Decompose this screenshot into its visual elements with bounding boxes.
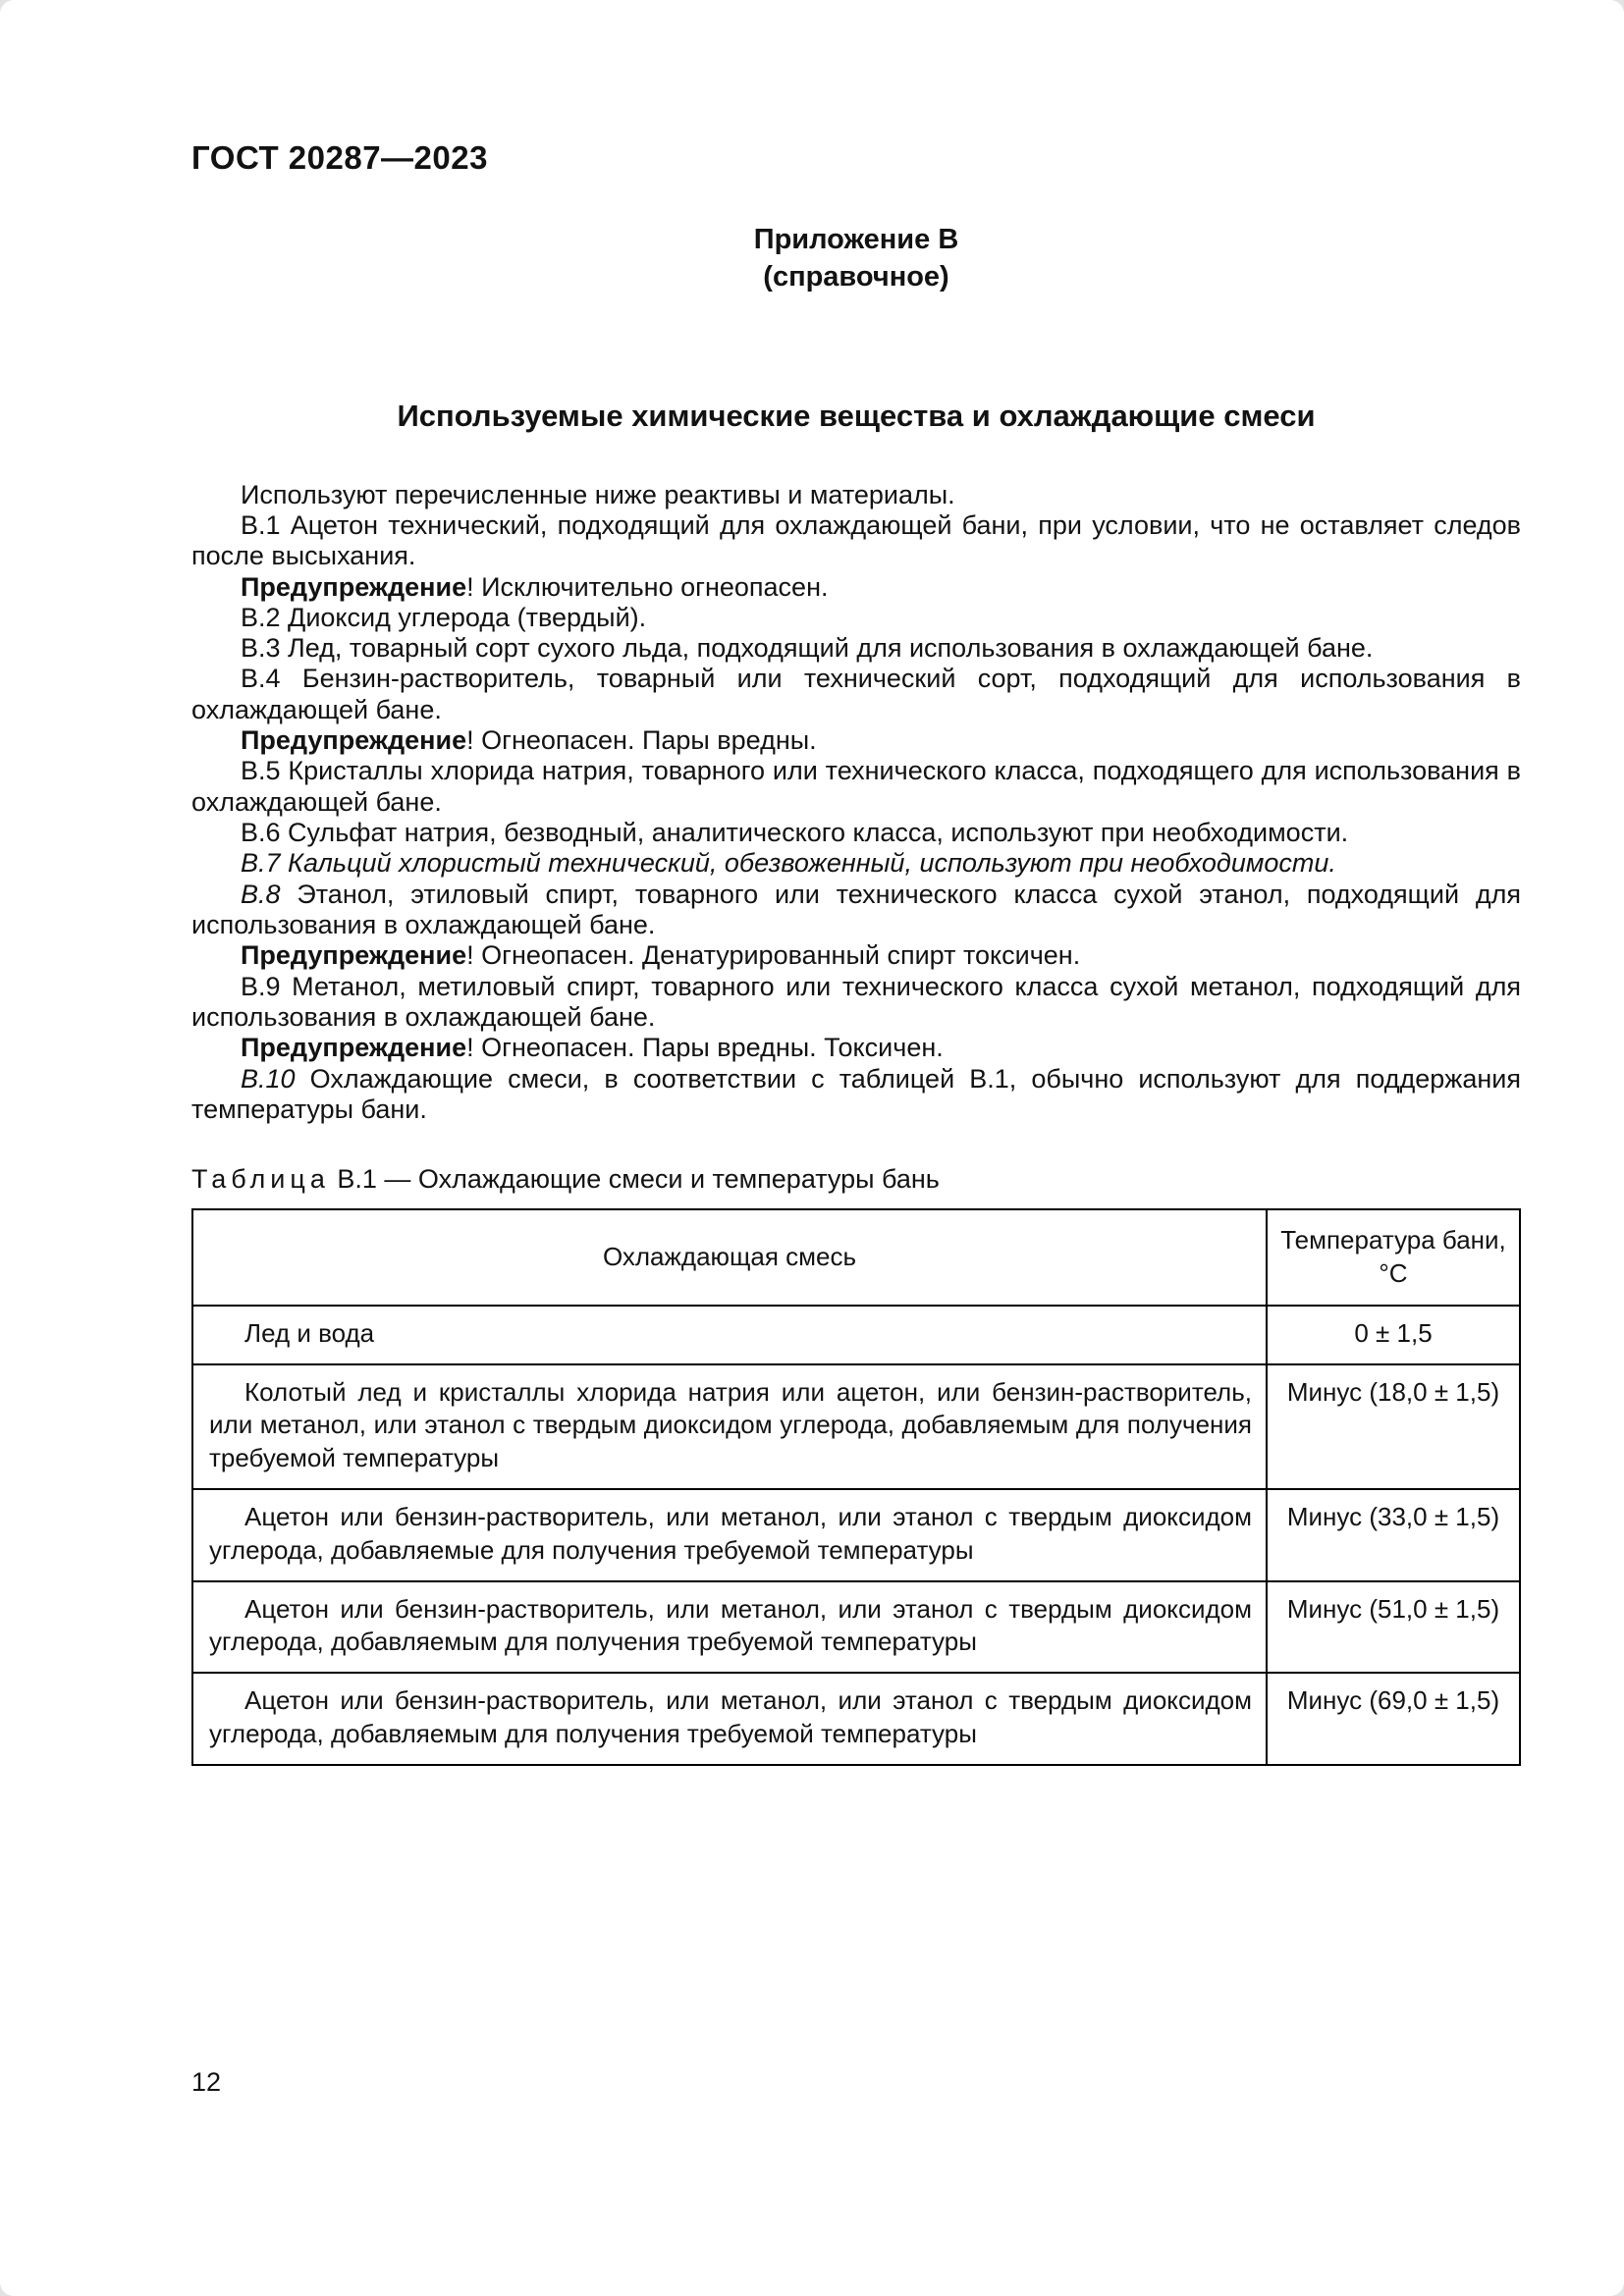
cell-temperature: Минус (69,0 ± 1,5) <box>1267 1673 1520 1765</box>
warning-text: ! Огнеопасен. Пары вредны. <box>466 725 817 756</box>
table-header-row <box>192 1209 1520 1306</box>
warning-text: ! Огнеопасен. Денатурированный спирт токсичен. <box>466 940 1081 971</box>
body-text <box>191 480 1521 1126</box>
paragraph-warning <box>191 725 1521 756</box>
column-header-temperature: Температура бани, °С <box>1267 1209 1520 1306</box>
warning-label: Предупреждение <box>241 571 467 602</box>
appendix-subtitle: (справочное) <box>763 260 949 293</box>
paragraph: В.3 Лед, товарный сорт сухого льда, подходящий для использования в охлаждающей бане. <box>241 633 1374 664</box>
table-caption <box>191 1164 1521 1195</box>
table-caption-word: Таблица <box>191 1164 330 1195</box>
clause-label: В.10 <box>241 1063 296 1094</box>
doc-number: ГОСТ 20287—2023 <box>191 139 488 176</box>
column-header-mixture: Охлаждающая смесь <box>192 1209 1267 1306</box>
cell-temperature: Минус (33,0 ± 1,5) <box>1267 1489 1520 1581</box>
paragraph-warning <box>191 940 1521 971</box>
cell-temperature: Минус (51,0 ± 1,5) <box>1267 1581 1520 1674</box>
table-row <box>192 1581 1520 1674</box>
paragraph-warning <box>191 572 1521 603</box>
warning-label: Предупреждение <box>241 940 467 971</box>
page-number: 12 <box>191 2067 222 2097</box>
cell-mixture: Лед и вода <box>192 1306 1267 1364</box>
warning-label: Предупреждение <box>241 725 467 756</box>
table-row <box>192 1489 1520 1581</box>
paragraph: В.4 Бензин-растворитель, товарный или технический сорт, подходящий для использования в охлаждающей бане. <box>191 664 1521 724</box>
appendix-title: Приложение В <box>753 224 959 255</box>
appendix-block <box>191 222 1521 295</box>
paragraph: В.2 Диоксид углерода (твердый). <box>241 602 647 632</box>
paragraph: В.6 Сульфат натрия, безводный, аналитического класса, используют при необходимости. <box>241 818 1349 847</box>
table-row <box>192 1364 1520 1489</box>
cell-temperature: Минус (18,0 ± 1,5) <box>1267 1364 1520 1489</box>
warning-text: ! Исключительно огнеопасен. <box>466 571 829 602</box>
paragraph-italic: В.7 Кальций хлористый технический, обезвоженный, используют при необходимости. <box>241 848 1336 879</box>
paragraph <box>191 1064 1521 1126</box>
warning-label: Предупреждение <box>241 1033 467 1063</box>
table-caption-text: В.1 — Охлаждающие смеси и температуры бань <box>337 1164 940 1195</box>
clause-text: Этанол, этиловый спирт, товарного или технического класса сухой этанол, подходящий для использования в охлаждающей бане. <box>191 879 1521 939</box>
paragraph: В.5 Кристаллы хлорида натрия, товарного или технического класса, подходящего для использования в охлаждающей бане. <box>191 756 1521 817</box>
paragraph: В.9 Метанол, метиловый спирт, товарного или технического класса сухой метанол, подходящий для использования в охлаждающей бане. <box>191 971 1521 1032</box>
clause-text: Охлаждающие смеси, в соответствии с таблицей В.1, обычно используют для поддержания температуры бани. <box>191 1063 1521 1124</box>
section-title: Используемые химические вещества и охлаждающие смеси <box>397 399 1316 434</box>
cell-mixture: Ацетон или бензин-растворитель, или метанол, или этанол с твердым диоксидом углерода, добавляемые для получения требуемой температуры <box>192 1489 1267 1581</box>
paragraph: Используют перечисленные ниже реактивы и материалы. <box>241 479 955 509</box>
warning-text: ! Огнеопасен. Пары вредны. Токсичен. <box>466 1033 944 1063</box>
table-row <box>192 1673 1520 1765</box>
cell-mixture: Колотый лед и кристаллы хлорида натрия или ацетон, или бензин-растворитель, или метанол, или этанол с твердым диоксидом углерода, добавляемым для получения требуемой температуры <box>192 1364 1267 1489</box>
cell-temperature: 0 ± 1,5 <box>1267 1306 1520 1364</box>
table-row <box>192 1306 1520 1364</box>
paragraph: В.1 Ацетон технический, подходящий для охлаждающей бани, при условии, что не оставляет следов после высыхания. <box>191 509 1521 571</box>
cell-mixture: Ацетон или бензин-растворитель, или метанол, или этанол с твердым диоксидом углерода, добавляемым для получения требуемой температуры <box>192 1581 1267 1674</box>
paragraph <box>191 880 1521 941</box>
cell-mixture: Ацетон или бензин-растворитель, или метанол, или этанол с твердым диоксидом углерода, добавляемым для получения требуемой температуры <box>192 1673 1267 1765</box>
page-content <box>191 0 1521 1766</box>
paragraph-warning <box>191 1033 1521 1063</box>
cooling-mixtures-table <box>191 1208 1521 1766</box>
clause-label: В.8 <box>241 879 281 909</box>
